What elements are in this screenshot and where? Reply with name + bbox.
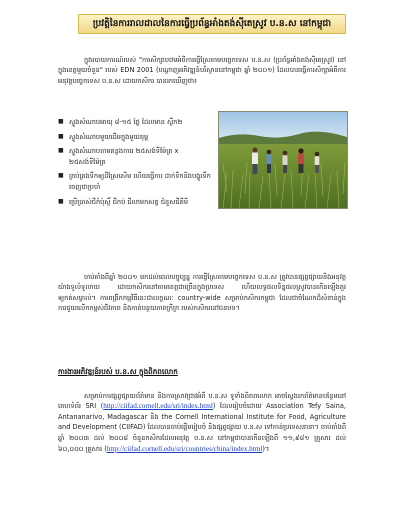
rice-field-photo — [218, 111, 348, 209]
intro-paragraph: ក្នុងរបាយការណ៍របស់ "ការសិក្សាបឋមអំពីការធ្វើស្រែតាមបច្ចេកទេស ប.ន.ស (ប្រព័ន្ធអាំងតង់ស៊ីតេស្រូវ) នៅក្នុងខេត្តមួយចំនួន" របស់ EDN 2001 (បណ្ដាញអភិវឌ្ឍន៍បរិស្ថាននៅកម្ពុជា ឆ្នាំ ២០០១) ដែលបានធ្វើការសិក្សាអំពីការអនុវត្តបច្ចេកទេស ប.ន.ស ដោយកសិករ បានរកឃើញថា៖ — [58, 55, 346, 85]
rice-field-image — [219, 112, 347, 208]
section-heading-text: ការងារអភិវឌ្ឍន៍របស់ ប.ន.ស ក្នុងពិភពលោក — [58, 367, 178, 376]
title-banner — [78, 14, 346, 34]
history-paragraph: ចាប់តាំងពីឆ្នាំ ២០០១ មកដល់ពេលបច្ចុប្បន្ន ការធ្វើស្រែតាមបច្ចេកទេស ប.ន.ស ត្រូវបានផ្សព្វផ្សាយនិងអនុវត្តយ៉ាងទូលំទូលាយ ដោយកសិករនៅតាមខេត្តជាច្រើនក្នុងប្រទេស ហើយលទ្ធផលទិន្នផលស្រូវបានកើនឡើងគួរឲ្យកត់សម្គាល់។ ការពង្រីកកម្មវិធីនេះជាលក្ខណៈ country-wide សម្រាប់កសិករកម្ពុជា ដែលជាចំណែកដ៏សំខាន់ក្នុងការជួយលើកកម្ពស់ជីវភាព និងកាត់បន្ថយភាពក្រីក្រ របស់កសិករនៅជនបទ។ — [58, 272, 346, 313]
list-item: ■ ប្រើប្រាស់ជីកំប៉ុស្តិ៍ ជីកប់ ជីលាមកសត្វ ជំនួសជីគីមី — [58, 197, 212, 208]
list-item: ■ ស្ទូងសំណាបអាយុ ៨-១៥ ថ្ងៃ ដែលមាន ស្លឹក២ — [58, 117, 212, 128]
list-item: ■ ស្ទូងសំណាបតាមគន្លងការេ ២៥សង់ទីម៉ែត្រ x ២៥សង់ទីម៉ែត្រ — [58, 146, 212, 167]
sri-text-suffix: ។ — [264, 444, 270, 453]
sri-global-paragraph: សម្រាប់ការផ្សព្វផ្សាយព័ត៌មាន និងការស្រាវជ្រាវអំពី ប.ន.ស ទូទាំងពិភពលោក អាចស្វែងរកព័ត៌មានបន្ថែមនៅគេហទំព័រ SRI (http://ciifad.cornell.edu/sri/index.html) ដែលរៀបចំដោយ Association Tefy Saina, Antananarivo, Madagascar និង the Cornell International Institute for Food, Agriculture and Development (CIIFAD) ដែលបានចាប់ផ្ដើមរៀបចំ និងផ្សព្វផ្សាយ ប.ន.ស ទៅកាន់ប្រទេសនានា។ ចាប់តាំងពីឆ្នាំ ២០០៣ ដល់ ២០០៨ ចំនួនកសិករដែលអនុវត្ត ប.ន.ស នៅកម្ពុជាបានកើនឡើងពី ១១,៩៨១ គ្រួសារ ដល់ ៦០,០០០ គ្រួសារ (http://ciifad.cornell.edu/sri/countries/china/index.html)។ — [58, 391, 347, 453]
page-title: ប្រវត្តិនៃការរាលដាលនៃការធ្វើប្រព័ន្ធអាំងតង់ស៊ីតេស្រូវ ប.ន.ស នៅកម្ពុជា — [92, 18, 332, 29]
list-item: ■ ស្ទូងសំណាបមួយដើមក្នុងមួយគុម្ព — [58, 132, 212, 143]
sri-text-prefix: សម្រាប់ការផ្សព្វផ្សាយព័ត៌មាន និងការស្រាវជ្រាវអំពី ប.ន.ស ទូទាំងពិភពលោក អាចស្វែងរកព័ត៌មានបន្ថែមនៅគេហទំព័រ SRI — [58, 391, 346, 411]
china-link[interactable]: http://ciifad.cornell.edu/sri/countries/china/index.html — [106, 444, 263, 453]
sri-text-middle: ដែលរៀបចំដោយ Association Tefy Saina, Antananarivo, Madagascar និង the Cornell International Institute for Food, Agriculture and Development (CIIFAD) ដែលបានចាប់ផ្ដើមរៀបចំ និងផ្សព្វផ្សាយ ប.ន.ស ទៅកាន់ប្រទេសនានា។ ចាប់តាំងពីឆ្នាំ ២០០៣ ដល់ ២០០៨ ចំនួនកសិករដែលអនុវត្ត ប.ន.ស នៅកម្ពុជាបានកើនឡើងពី ១១,៩៨១ គ្រួសារ ដល់ ៦០,០០០ គ្រួសារ — [58, 402, 347, 453]
practice-list — [58, 117, 212, 211]
section-heading — [58, 367, 346, 379]
ciifad-link[interactable]: http://ciifad.cornell.edu/sri/index.html — [103, 402, 213, 411]
list-item: ■ គ្រប់គ្រងទឹកឲ្យដីស្រែសើម ហើយធ្វើការ ដាក់ទឹកនិងបង្ហូរទឹកចេញជាប្រចាំ — [58, 171, 212, 192]
